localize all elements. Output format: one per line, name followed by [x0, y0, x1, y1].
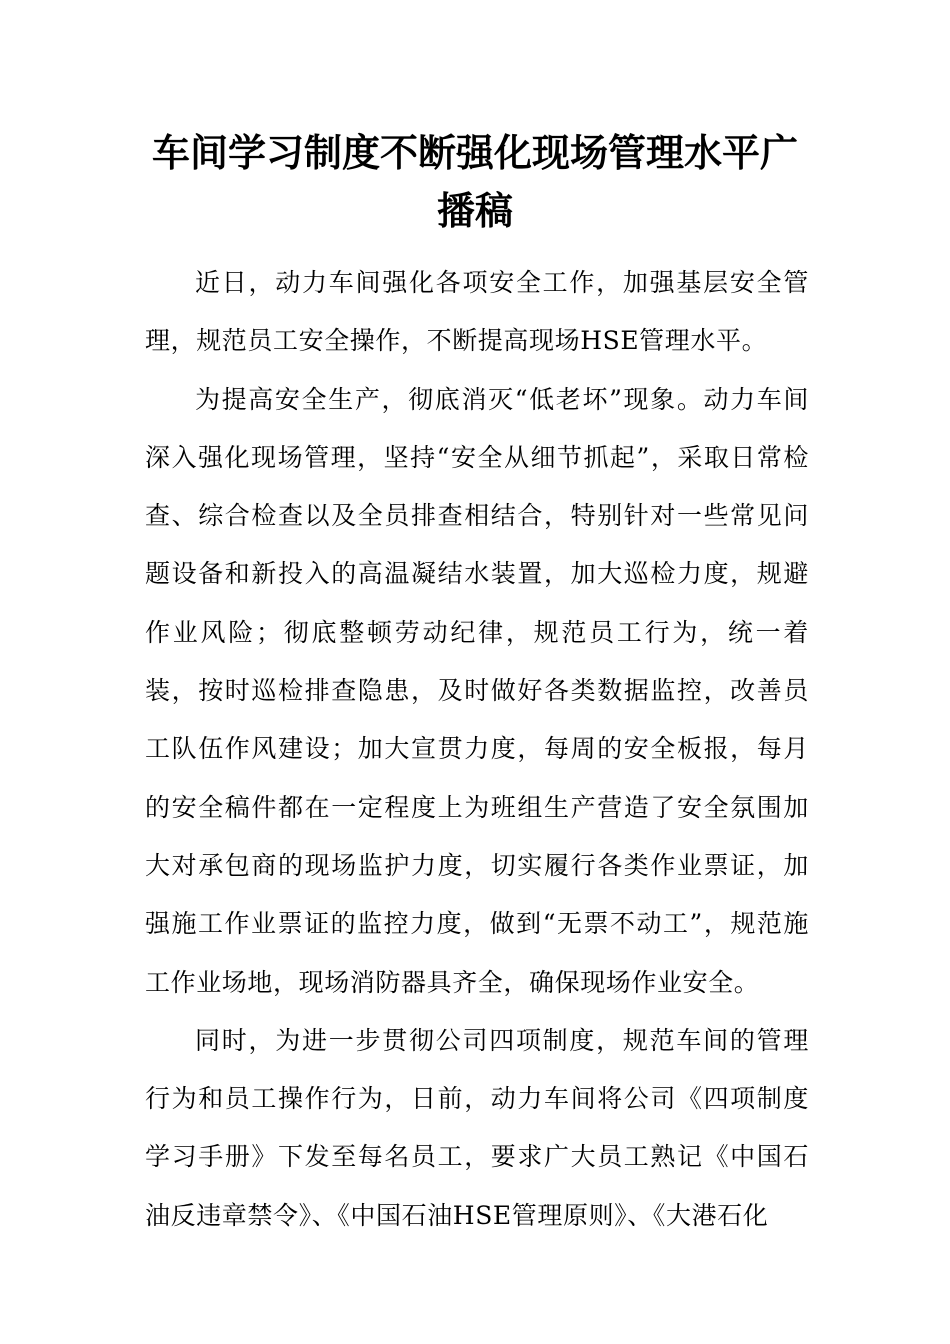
paragraph-regulations: 同时，为进一步贯彻公司四项制度，规范车间的管理行为和员工操作行为，日前，动力车间将公司《四项制度学习手册》下发至每名员工，要求广大员工熟记《中国石油反违章禁令》、《中国石油HSE管理原则》、《大港石化: [145, 1025, 809, 1230]
document-title: 车间学习制度不断强化现场管理水平广播稿: [151, 131, 798, 233]
document-body: [145, 254, 809, 1245]
paragraph-safety-measures: 为提高安全生产，彻底消灭“低老坏”现象。动力车间深入强化现场管理，坚持“安全从细节抓起”，采取日常检查、综合检查以及全员排查相结合，特别针对一些常见问题设备和新投入的高温凝结水装置，加大巡检力度，规避作业风险；彻底整顿劳动纪律，规范员工行为，统一着装，按时巡检排查隐患，及时做好各类数据监控，改善员工队伍作风建设；加大宣贯力度，每周的安全板报，每月的安全稿件都在一定程度上为班组生产营造了安全氛围加大对承包商的现场监护力度，切实履行各类作业票证，加强施工作业票证的监控力度，做到“无票不动工”，规范施工作业场地，现场消防器具齐全，确保现场作业安全。: [145, 384, 809, 997]
paragraph-intro: 近日，动力车间强化各项安全工作，加强基层安全管理，规范员工安全操作，不断提高现场HSE管理水平。: [145, 268, 809, 356]
